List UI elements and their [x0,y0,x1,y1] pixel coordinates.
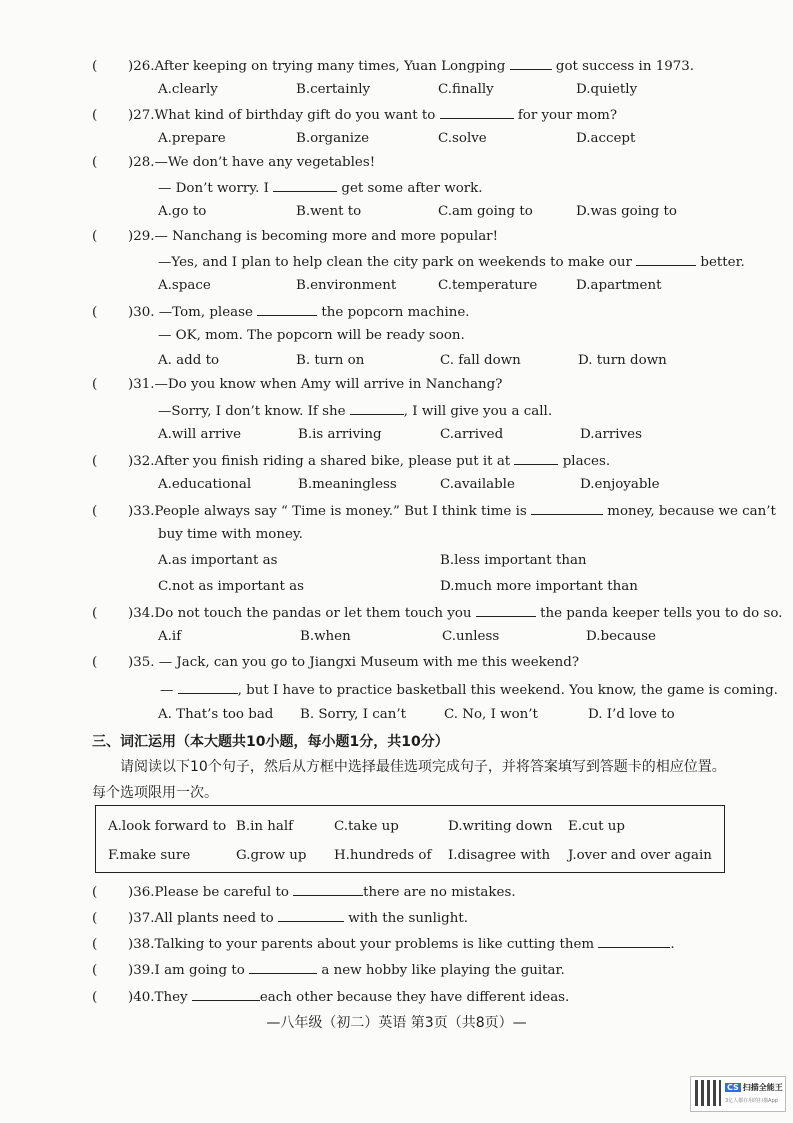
question-text: 38.Talking to your parents about your problems is like cutting them [133,937,599,952]
option-a: A.if [158,629,182,644]
word-bank-option: I.disagree with [448,848,551,863]
question-27 [92,106,617,123]
question-34 [92,604,782,621]
scanner-brand [725,1082,783,1093]
option-d: D.much more important than [440,579,638,594]
answer-bracket[interactable]: ( [92,454,98,469]
option-a: A.space [158,278,211,293]
dialogue-text: — [160,683,178,698]
option-b: B. turn on [296,353,365,368]
option-d: D.was going to [576,204,677,219]
option-b: B. Sorry, I can’t [300,707,406,722]
bracket-close: ) [128,606,134,621]
option-d: D.arrives [580,427,642,442]
question-text: 27.What kind of birthday gift do you want to [133,108,440,123]
question-text-tail: . [670,937,675,952]
question-text-tail: the panda keeper tells you to do so. [535,606,783,621]
option-a: A.educational [158,477,252,492]
cs-logo-icon: CS [727,1083,739,1092]
word-bank-option: C.take up [334,819,399,834]
word-bank-option: A.look forward to [108,819,227,834]
bracket-close: ) [128,885,134,900]
answer-bracket[interactable]: ( [92,885,98,900]
answer-bracket[interactable]: ( [92,655,98,670]
option-a: A. That’s too bad [158,707,274,722]
option-b: B.organize [296,131,370,146]
question-31-line2 [158,402,552,419]
page-footer: —八年级（初二）英语 第3页（共8页）— [266,1015,527,1031]
option-d: D. I’d love to [588,707,675,722]
option-d: D.quietly [576,82,638,97]
option-c: C.not as important as [158,579,304,594]
answer-bracket[interactable]: ( [92,155,98,170]
dialogue-text-tail: , I will give you a call. [403,404,553,419]
answer-bracket[interactable]: ( [92,937,98,952]
question-text-tail: money, because we can’t [602,504,776,519]
answer-blank [192,988,260,1001]
answer-bracket[interactable]: ( [92,108,98,123]
answer-blank [510,57,552,70]
question-35 [92,655,579,670]
answer-bracket[interactable]: ( [92,990,98,1005]
question-text-tail: got success in 1973. [551,59,695,74]
option-a: A.will arrive [158,427,242,442]
word-bank-option: D.writing down [448,819,553,834]
answer-blank [440,106,514,119]
question-37 [92,909,468,926]
option-c: C.unless [442,629,500,644]
question-text-tail: with the sunlight. [344,911,468,926]
option-c: C.finally [438,82,494,97]
question-28 [92,155,375,170]
answer-bracket[interactable]: ( [92,911,98,926]
word-bank-option: J.over and over again [568,848,712,863]
option-b: B.is arriving [298,427,382,442]
question-text: 39.I am going to [133,963,250,978]
section-title: 三、词汇运用（本大题共10小题，每小题1分，共10分） [92,734,449,750]
option-d: D.enjoyable [580,477,660,492]
bracket-close: ) [128,937,134,952]
question-26 [92,57,694,74]
dialogue-text-tail: get some after work. [337,181,483,196]
bracket-close: ) [128,305,134,320]
answer-bracket[interactable]: ( [92,229,98,244]
question-text: 36.Please be careful to [133,885,294,900]
question-text: 40.They [133,990,192,1005]
question-33-line2 [158,527,303,542]
question-text-tail: a new hobby like playing the guitar. [317,963,565,978]
answer-bracket[interactable]: ( [92,305,98,320]
answer-bracket[interactable]: ( [92,377,98,392]
option-a: A.as important as [158,553,278,568]
dialogue-text: — Don’t worry. I [158,181,274,196]
answer-blank [514,452,558,465]
question-text-cont: buy time with money. [158,527,303,542]
question-28-line2 [158,179,483,196]
option-c: C.arrived [440,427,504,442]
option-d: D.because [586,629,656,644]
option-b: B.meaningless [298,477,397,492]
bracket-close: ) [128,377,134,392]
answer-blank [598,935,670,948]
question-38 [92,935,675,952]
question-text-tail: for your mom? [513,108,618,123]
option-d: D. turn down [578,353,667,368]
option-c: C.available [440,477,515,492]
answer-blank [636,253,696,266]
answer-bracket[interactable]: ( [92,606,98,621]
answer-bracket[interactable]: ( [92,963,98,978]
option-b: B.less important than [440,553,587,568]
option-a: A. add to [158,353,220,368]
question-29-line2 [158,253,745,270]
qr-code-icon [695,1080,721,1106]
dialogue-text: —Yes, and I plan to help clean the city park on weekends to make our [158,255,637,270]
question-text: 30. —Tom, please [133,305,258,320]
question-30 [92,303,470,320]
word-bank-option: G.grow up [236,848,307,863]
section-instructions: 请阅读以下10个句子，然后从方框中选择最佳选项完成句子，并将答案填写到答题卡的相应位置。每个选项限用一次。 [92,759,726,801]
scanner-tagline: 3亿人都在用的扫描App [725,1098,778,1104]
bracket-close: ) [128,990,134,1005]
question-text: 37.All plants need to [133,911,278,926]
answer-bracket[interactable]: ( [92,504,98,519]
bracket-close: ) [128,911,134,926]
option-c: C.temperature [438,278,538,293]
question-33 [92,502,776,519]
question-text-tail: places. [558,454,611,469]
question-text: 26.After keeping on trying many times, Yuan Longping [133,59,510,74]
word-bank-option: H.hundreds of [334,848,432,863]
question-30-line2 [158,328,465,343]
question-32 [92,452,610,469]
answer-blank [278,909,344,922]
option-a: A.go to [158,204,207,219]
bracket-close: ) [128,155,134,170]
answer-blank [350,402,404,415]
bracket-close: ) [128,454,134,469]
bracket-close: ) [128,229,134,244]
answer-blank [293,883,363,896]
question-35-line2 [160,681,778,698]
bracket-close: ) [128,963,134,978]
option-c: C. fall down [440,353,521,368]
question-text: 35. — Jack, can you go to Jiangxi Museum with me this weekend? [133,655,580,670]
word-bank-option: B.in half [236,819,294,834]
question-29 [92,229,498,244]
question-40 [92,988,569,1005]
bracket-close: ) [128,655,134,670]
bracket-close: ) [128,504,134,519]
answer-blank [249,961,317,974]
option-b: B.environment [296,278,397,293]
option-d: D.accept [576,131,636,146]
bracket-close: ) [128,108,134,123]
dialogue-text-tail: better. [696,255,745,270]
dialogue-text-tail: , but I have to practice basketball this weekend. You know, the game is coming. [237,683,778,698]
option-d: D.apartment [576,278,662,293]
word-bank-option: E.cut up [568,819,625,834]
answer-blank [178,681,238,694]
bracket-close: ) [128,59,134,74]
option-b: B.when [300,629,351,644]
question-text-tail: each other because they have different ideas. [259,990,570,1005]
question-text-tail: the popcorn machine. [317,305,470,320]
answer-blank [273,179,337,192]
question-31 [92,377,502,392]
answer-blank [476,604,536,617]
dialogue-text: — OK, mom. The popcorn will be ready soon. [158,328,465,343]
question-text: 28.—We don’t have any vegetables! [133,155,376,170]
question-text: 31.—Do you know when Amy will arrive in Nanchang? [133,377,503,392]
question-text: 29.— Nanchang is becoming more and more popular! [133,229,498,244]
dialogue-text: —Sorry, I don’t know. If she [158,404,350,419]
option-b: B.certainly [296,82,371,97]
option-a: A.prepare [158,131,226,146]
question-39 [92,961,565,978]
question-text: 33.People always say “ Time is money.” But I think time is [133,504,531,519]
option-c: C. No, I won’t [444,707,538,722]
question-text-tail: there are no mistakes. [363,885,516,900]
answer-blank [531,502,603,515]
question-text: 34.Do not touch the pandas or let them touch you [133,606,476,621]
word-bank-option: F.make sure [108,848,191,863]
brand-label: 扫描全能王 [742,1083,783,1092]
answer-bracket[interactable]: ( [92,59,98,74]
option-a: A.clearly [158,82,218,97]
option-b: B.went to [296,204,362,219]
answer-blank [257,303,317,316]
option-c: C.solve [438,131,487,146]
question-36 [92,883,516,900]
scanner-watermark [690,1076,786,1112]
question-text: 32.After you finish riding a shared bike, please put it at [133,454,515,469]
word-bank-box [95,805,725,873]
option-c: C.am going to [438,204,533,219]
